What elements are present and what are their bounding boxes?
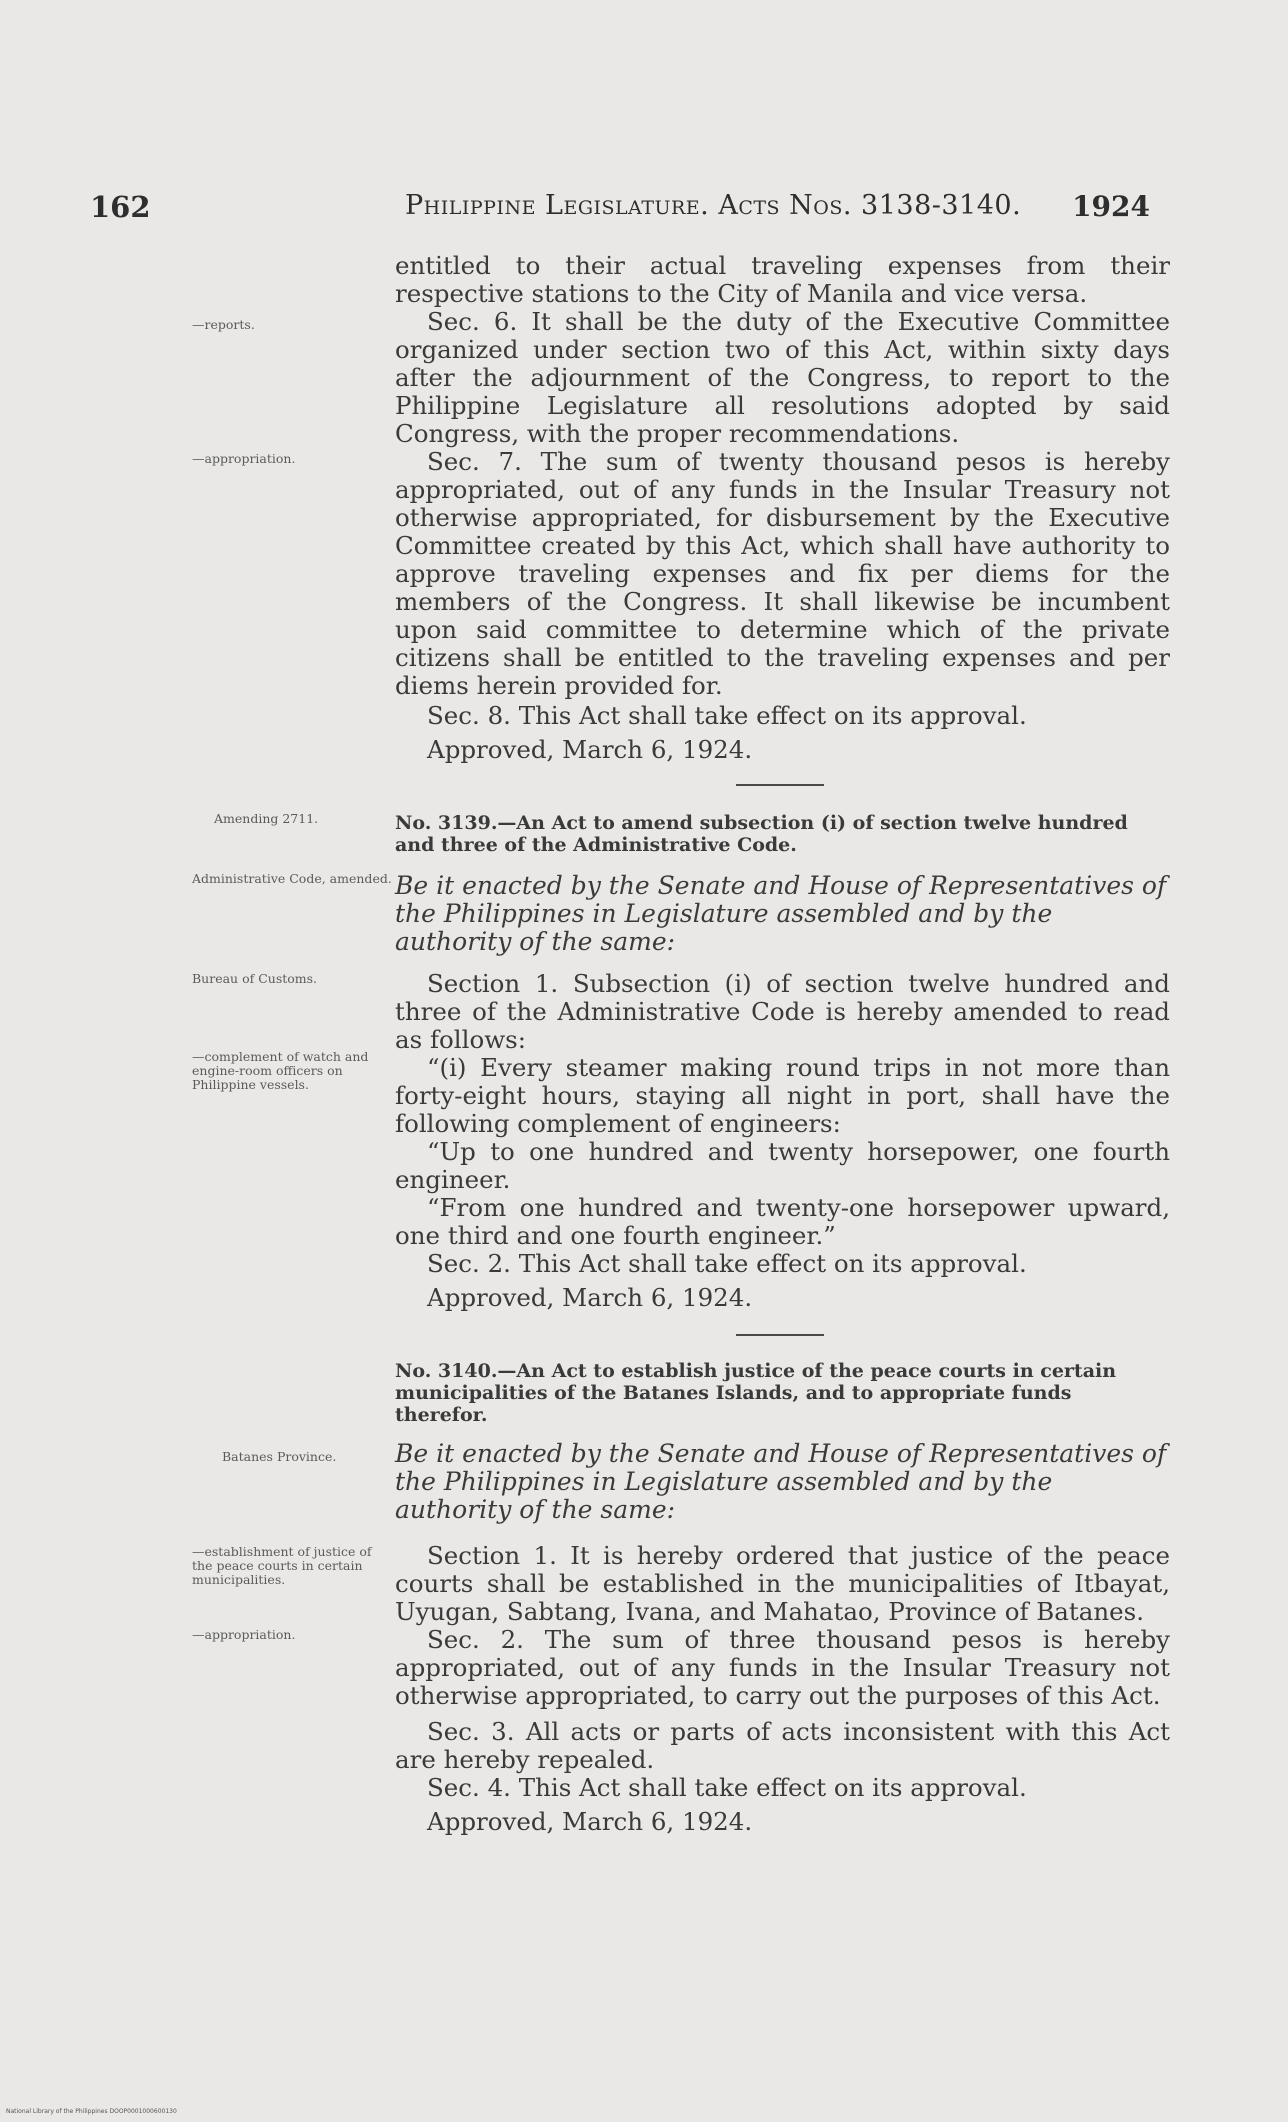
act-3140-title bbox=[395, 1360, 1170, 1426]
act-3140-section-2: Sec. 2. The sum of three thousand pesos is hereby appropriated, out of any funds in the Insular Treasury not otherwise appropriated, to carry out the purposes of this Act. bbox=[395, 1625, 1170, 1710]
act-3138-text bbox=[395, 252, 1170, 764]
scan-footer: National Library of the Philippines DOOP0001000600130 bbox=[6, 2108, 177, 2115]
act-3139-text bbox=[395, 970, 1170, 1312]
act-3140-heading: No. 3140.—An Act to establish justice of the peace courts in certain municipalities of the Batanes Islands, and to appropriate funds therefor. bbox=[395, 1360, 1117, 1426]
enacting-clause-3139: Be it enacted by the Senate and House of Representatives of the Philippines in Legislature assembled and by the authority of the same: bbox=[395, 871, 1167, 956]
approved-3140: Approved, March 6, 1924. bbox=[427, 1807, 753, 1836]
page-number: 162 bbox=[90, 190, 151, 224]
margin-note-complement: —complement of watch and engine-room officers on Philippine vessels. bbox=[192, 1049, 369, 1092]
quote-paragraph-3: “From one hundred and twenty-one horsepower upward, one third and one fourth engineer.” bbox=[395, 1193, 1170, 1250]
act-3139-heading: No. 3139.—An Act to amend subsection (i) of section twelve hundred and three of the Administrative Code. bbox=[395, 812, 1128, 856]
page-header bbox=[90, 190, 1150, 240]
act-3140-text bbox=[395, 1542, 1170, 1836]
margin-note-appropriation: —appropriation. bbox=[192, 451, 296, 466]
margin-note-establishment: —establishment of justice of the peace courts in certain municipalities. bbox=[192, 1544, 372, 1587]
act-3140-section-3: Sec. 3. All acts or parts of acts inconsistent with this Act are hereby repealed. bbox=[395, 1717, 1170, 1774]
section-divider-2 bbox=[736, 1334, 824, 1336]
margin-note-amending: Amending 2711. bbox=[214, 811, 319, 826]
section-7: Sec. 7. The sum of twenty thousand pesos is hereby appropriated, out of any funds in the Insular Treasury not otherwise appropriated, for disbursement by the Executive Committee created by this Act, which shall have authority to approve traveling expenses and fix per diems for the members of the Congress. It shall likewise be incumbent upon said committee to determine which of the private citizens shall be entitled to the traveling expenses and per diems herein provided for. bbox=[395, 447, 1170, 700]
act-3140-section-1: Section 1. It is hereby ordered that justice of the peace courts shall be established in the municipalities of Itbayat, Uyugan, Sabtang, Ivana, and Mahatao, Province of Batanes. bbox=[395, 1541, 1170, 1626]
margin-note-appropriation-2: —appropriation. bbox=[192, 1627, 296, 1642]
section-6: Sec. 6. It shall be the duty of the Executive Committee organized under section two of this Act, within sixty days after the adjournment of the Congress, to report to the Philippine Legislature all resolutions adopted by said Congress, with the proper recommendations. bbox=[395, 307, 1170, 448]
act-3140-section-4: Sec. 4. This Act shall take effect on its approval. bbox=[427, 1773, 1027, 1802]
act-3140-enacting bbox=[395, 1440, 1170, 1524]
header-year: 1924 bbox=[1072, 190, 1150, 223]
margin-note-admin-code: Administrative Code, amended. bbox=[192, 871, 392, 886]
continuation-paragraph: entitled to their actual traveling expenses from their respective stations to the City of Manila and vice versa. bbox=[395, 251, 1170, 308]
enacting-clause-3140: Be it enacted by the Senate and House of Representatives of the Philippines in Legislature assembled and by the authority of the same: bbox=[395, 1439, 1167, 1524]
margin-note-batanes: Batanes Province. bbox=[222, 1449, 337, 1464]
margin-note-bureau: Bureau of Customs. bbox=[192, 971, 318, 986]
running-title: Philippine Legislature. Acts Nos. 3138-3140. bbox=[405, 190, 1022, 221]
act-3139-title bbox=[395, 812, 1170, 856]
approved-3138: Approved, March 6, 1924. bbox=[427, 735, 753, 764]
margin-note-reports: —reports. bbox=[192, 317, 255, 332]
act-3139-section-2: Sec. 2. This Act shall take effect on its approval. bbox=[427, 1249, 1027, 1278]
section-divider bbox=[736, 784, 824, 786]
section-8: Sec. 8. This Act shall take effect on its approval. bbox=[427, 701, 1027, 730]
act-3139-enacting bbox=[395, 872, 1170, 956]
quote-paragraph-1: “(i) Every steamer making round trips in not more than forty-eight hours, staying all night in port, shall have the following complement of engineers: bbox=[395, 1053, 1170, 1138]
quote-paragraph-2: “Up to one hundred and twenty horsepower, one fourth engineer. bbox=[395, 1137, 1170, 1194]
approved-3139: Approved, March 6, 1924. bbox=[427, 1283, 753, 1312]
act-3139-section-1: Section 1. Subsection (i) of section twelve hundred and three of the Administrative Code is hereby amended to read as follows: bbox=[395, 969, 1170, 1054]
